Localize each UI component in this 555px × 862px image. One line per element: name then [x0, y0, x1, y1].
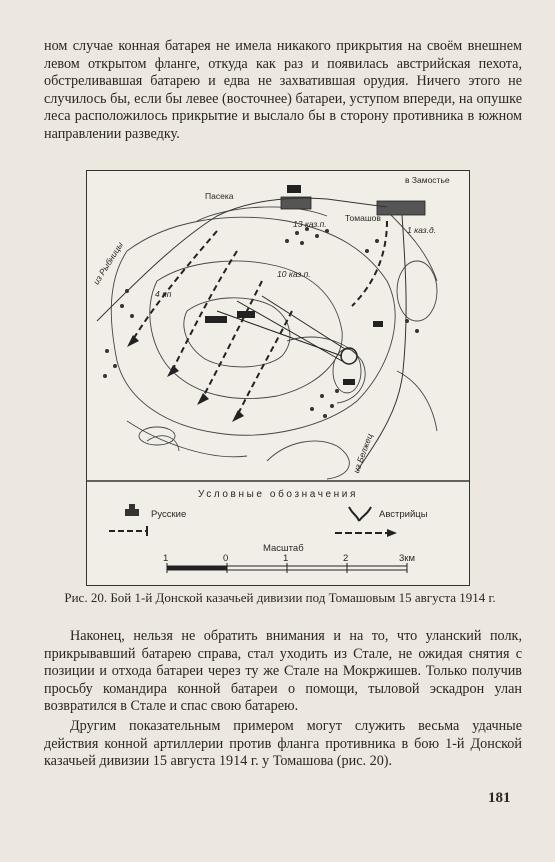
legend-russian: Русские — [151, 509, 187, 520]
paragraph-top: ном случае конная батарея не имела никакого прикрытия на своём внешнем левом открытом фланге, откуда как раз и появилась австрийская пехота, обстреливавшая батарею и едва не захватившая орудия. Ничего этого не случилось бы, если бы левее (восточнее) батареи, уступом впереди, на опушке леса расположилось прикрытие и выслало бы в сторону противника в южном направлении разведку. — [44, 38, 522, 142]
scale-tick: 1 — [163, 553, 169, 564]
paragraph-bottom-1: Наконец, нельзя не обратить внимания и на то, что уланский полк, прикрывавший батарею справа, стал уходить из Стале, не ожидая снятия с позиции и отхода батареи через ту же Стале на Мокржишев. Только получив просьбу командира конной батареи о помощи, тыловой эскадрон улан возвратился в Стале и спас свою батарею. — [44, 628, 522, 715]
label-10-kaz-p: 10 каз.п. — [277, 269, 311, 279]
scale-tick: 1 — [283, 553, 289, 564]
scale-tick: 2 — [343, 553, 349, 564]
paragraph-bottom-2: Другим показательным примером могут служить весьма удачные действия конной артиллерии против фланга противника в бою 1-й Донской казачьей дивизии 15 августа 1914 г. у Томашова (рис. 20). — [44, 718, 522, 770]
legend-austrian: Австрийцы — [379, 509, 428, 520]
legend-scale: Масштаб — [263, 543, 304, 554]
label-zamostye: в Замостье — [405, 175, 450, 185]
page-number: 181 — [488, 790, 511, 806]
label-4-pp: 4 пп — [155, 289, 172, 299]
scale-tick: 0 — [223, 553, 229, 564]
label-from-rybnitsa: из Рыбницы — [91, 240, 126, 287]
label-tomashov: Томашов — [345, 213, 381, 223]
scale-tick: 3км — [399, 553, 415, 564]
label-1-kaz-d: 1 каз.д. — [407, 225, 437, 235]
legend-title: Условные обозначения — [197, 489, 359, 500]
label-from-belzhets: из Белжец — [351, 432, 375, 475]
battle-map-figure — [86, 170, 470, 586]
label-13-kaz-p: 13 каз.п. — [293, 219, 327, 229]
figure-caption: Рис. 20. Бой 1-й Донской казачьей дивизии под Томашовым 15 августа 1914 г. — [64, 590, 496, 605]
label-paseka: Пасека — [205, 191, 234, 201]
